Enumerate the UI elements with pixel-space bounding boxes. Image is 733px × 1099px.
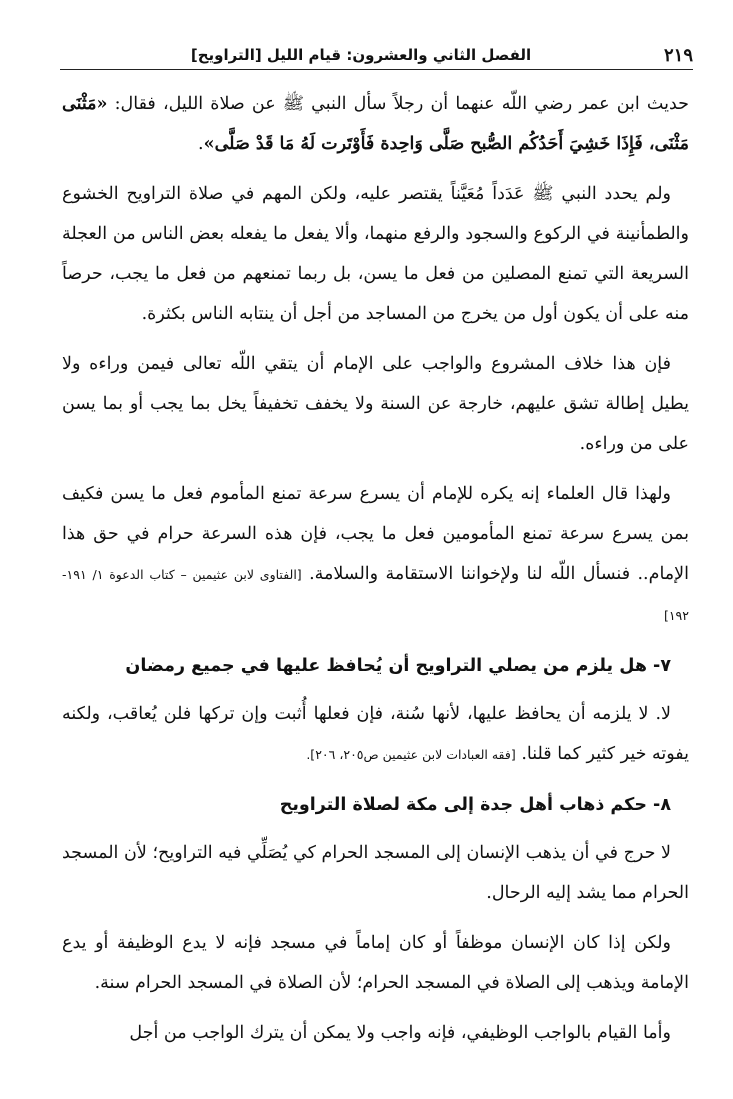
citation-fatawa: [الفتاوى لابن عثيمين – كتاب الدعوة ١/ ١٩١- ١٩٢] (62, 567, 689, 623)
scholars-text: ولهذا قال العلماء إنه يكره للإمام أن يسرع سرعة تمنع المأموم فعل ما يسن فكيف بمن يسرع سرعة تمنع المأمومين فعل ما يجب، فإن هذه السرعة حرام في حق هذا الإمام.. فنسأل اللّه لنا ولإخواننا الاستقامة والسلامة. (62, 484, 689, 584)
paragraph-imam-duty: فإن هذا خلاف المشروع والواجب على الإمام أن يتقي اللّه تعالى فيمن وراءه ولا يطيل إطالة تشق عليهم، خارجة عن السنة ولا يخفف تخفيفاً يخل بما يجب أو بما يسن على من وراءه. (62, 354, 689, 454)
citation-fiqh: [فقه العبادات لابن عثيمين ص٢٠٥، ٢٠٦]. (306, 747, 516, 762)
paragraph-scholars (62, 474, 689, 636)
hadith-quote: «مَثْنَى مَثْنَى، فَإِذَا خَشِيَ أَحَدُكُم الصُّبح صَلَّى وَاحِدة فَأَوْتَرت لَهُ مَا قَدْ صَلَّى» (62, 94, 689, 154)
page-body (62, 84, 689, 1063)
answer-7-text: لا. لا يلزمه أن يحافظ عليها، لأنها سُنة، فإن فعلها أُثبت وإن تركها فلن يُعاقب، ولكنه يفوته خير كثير كما قلنا. (62, 704, 689, 764)
paragraph-hadith (62, 84, 689, 164)
chapter-title: الفصل الثاني والعشرون: قيام الليل [التراويح] (190, 46, 532, 64)
header-divider (60, 69, 693, 70)
paragraph-employee: ولكن إذا كان الإنسان موظفاً أو كان إماماً في مسجد فإنه لا يدع الوظيفة أو يدع الإمامة ويذهب إلى الصلاة في المسجد الحرام؛ لأن الصلاة في المسجد الحرام سنة. (62, 933, 689, 993)
heading-question-8: ٨- حكم ذهاب أهل جدة إلى مكة لصلاة التراويح (279, 795, 671, 815)
paragraph-answer-8: لا حرج في أن يذهب الإنسان إلى المسجد الحرام كي يُصَلِّي فيه التراويح؛ لأن المسجد الحرام مما يشد إليه الرحال. (62, 843, 689, 903)
hadith-end: . (198, 134, 204, 154)
page-number: ٢١٩ (663, 45, 693, 66)
heading-question-7: ٧- هل يلزم من يصلي التراويح أن يُحافظ عليها في جميع رمضان (125, 656, 671, 676)
hadith-intro: حديث ابن عمر رضي اللّه عنهما أن رجلاً سأل النبي ﷺ عن صلاة الليل، فقال: (107, 94, 689, 114)
page-header (58, 38, 693, 68)
paragraph-duty: وأما القيام بالواجب الوظيفي، فإنه واجب ولا يمكن أن يترك الواجب من أجل (129, 1023, 671, 1043)
paragraph-answer-7 (62, 694, 689, 775)
paragraph-tarawih-number: ولم يحدد النبي ﷺ عَدَداً مُعَيَّناً يقتصر عليه، ولكن المهم في صلاة التراويح الخشوع والطمأنينة في الركوع والسجود والرفع منهما، وألا يفعل ما يفعله بعض الناس من العجلة السريعة التي تمنع المصلين من فعل ما يسن، بل ربما تمنعهم من فعل ما يجب، حرصاً منه على أن يكون أول من يخرج من المساجد من أجل أن ينتابه الناس بكثرة. (62, 184, 689, 324)
